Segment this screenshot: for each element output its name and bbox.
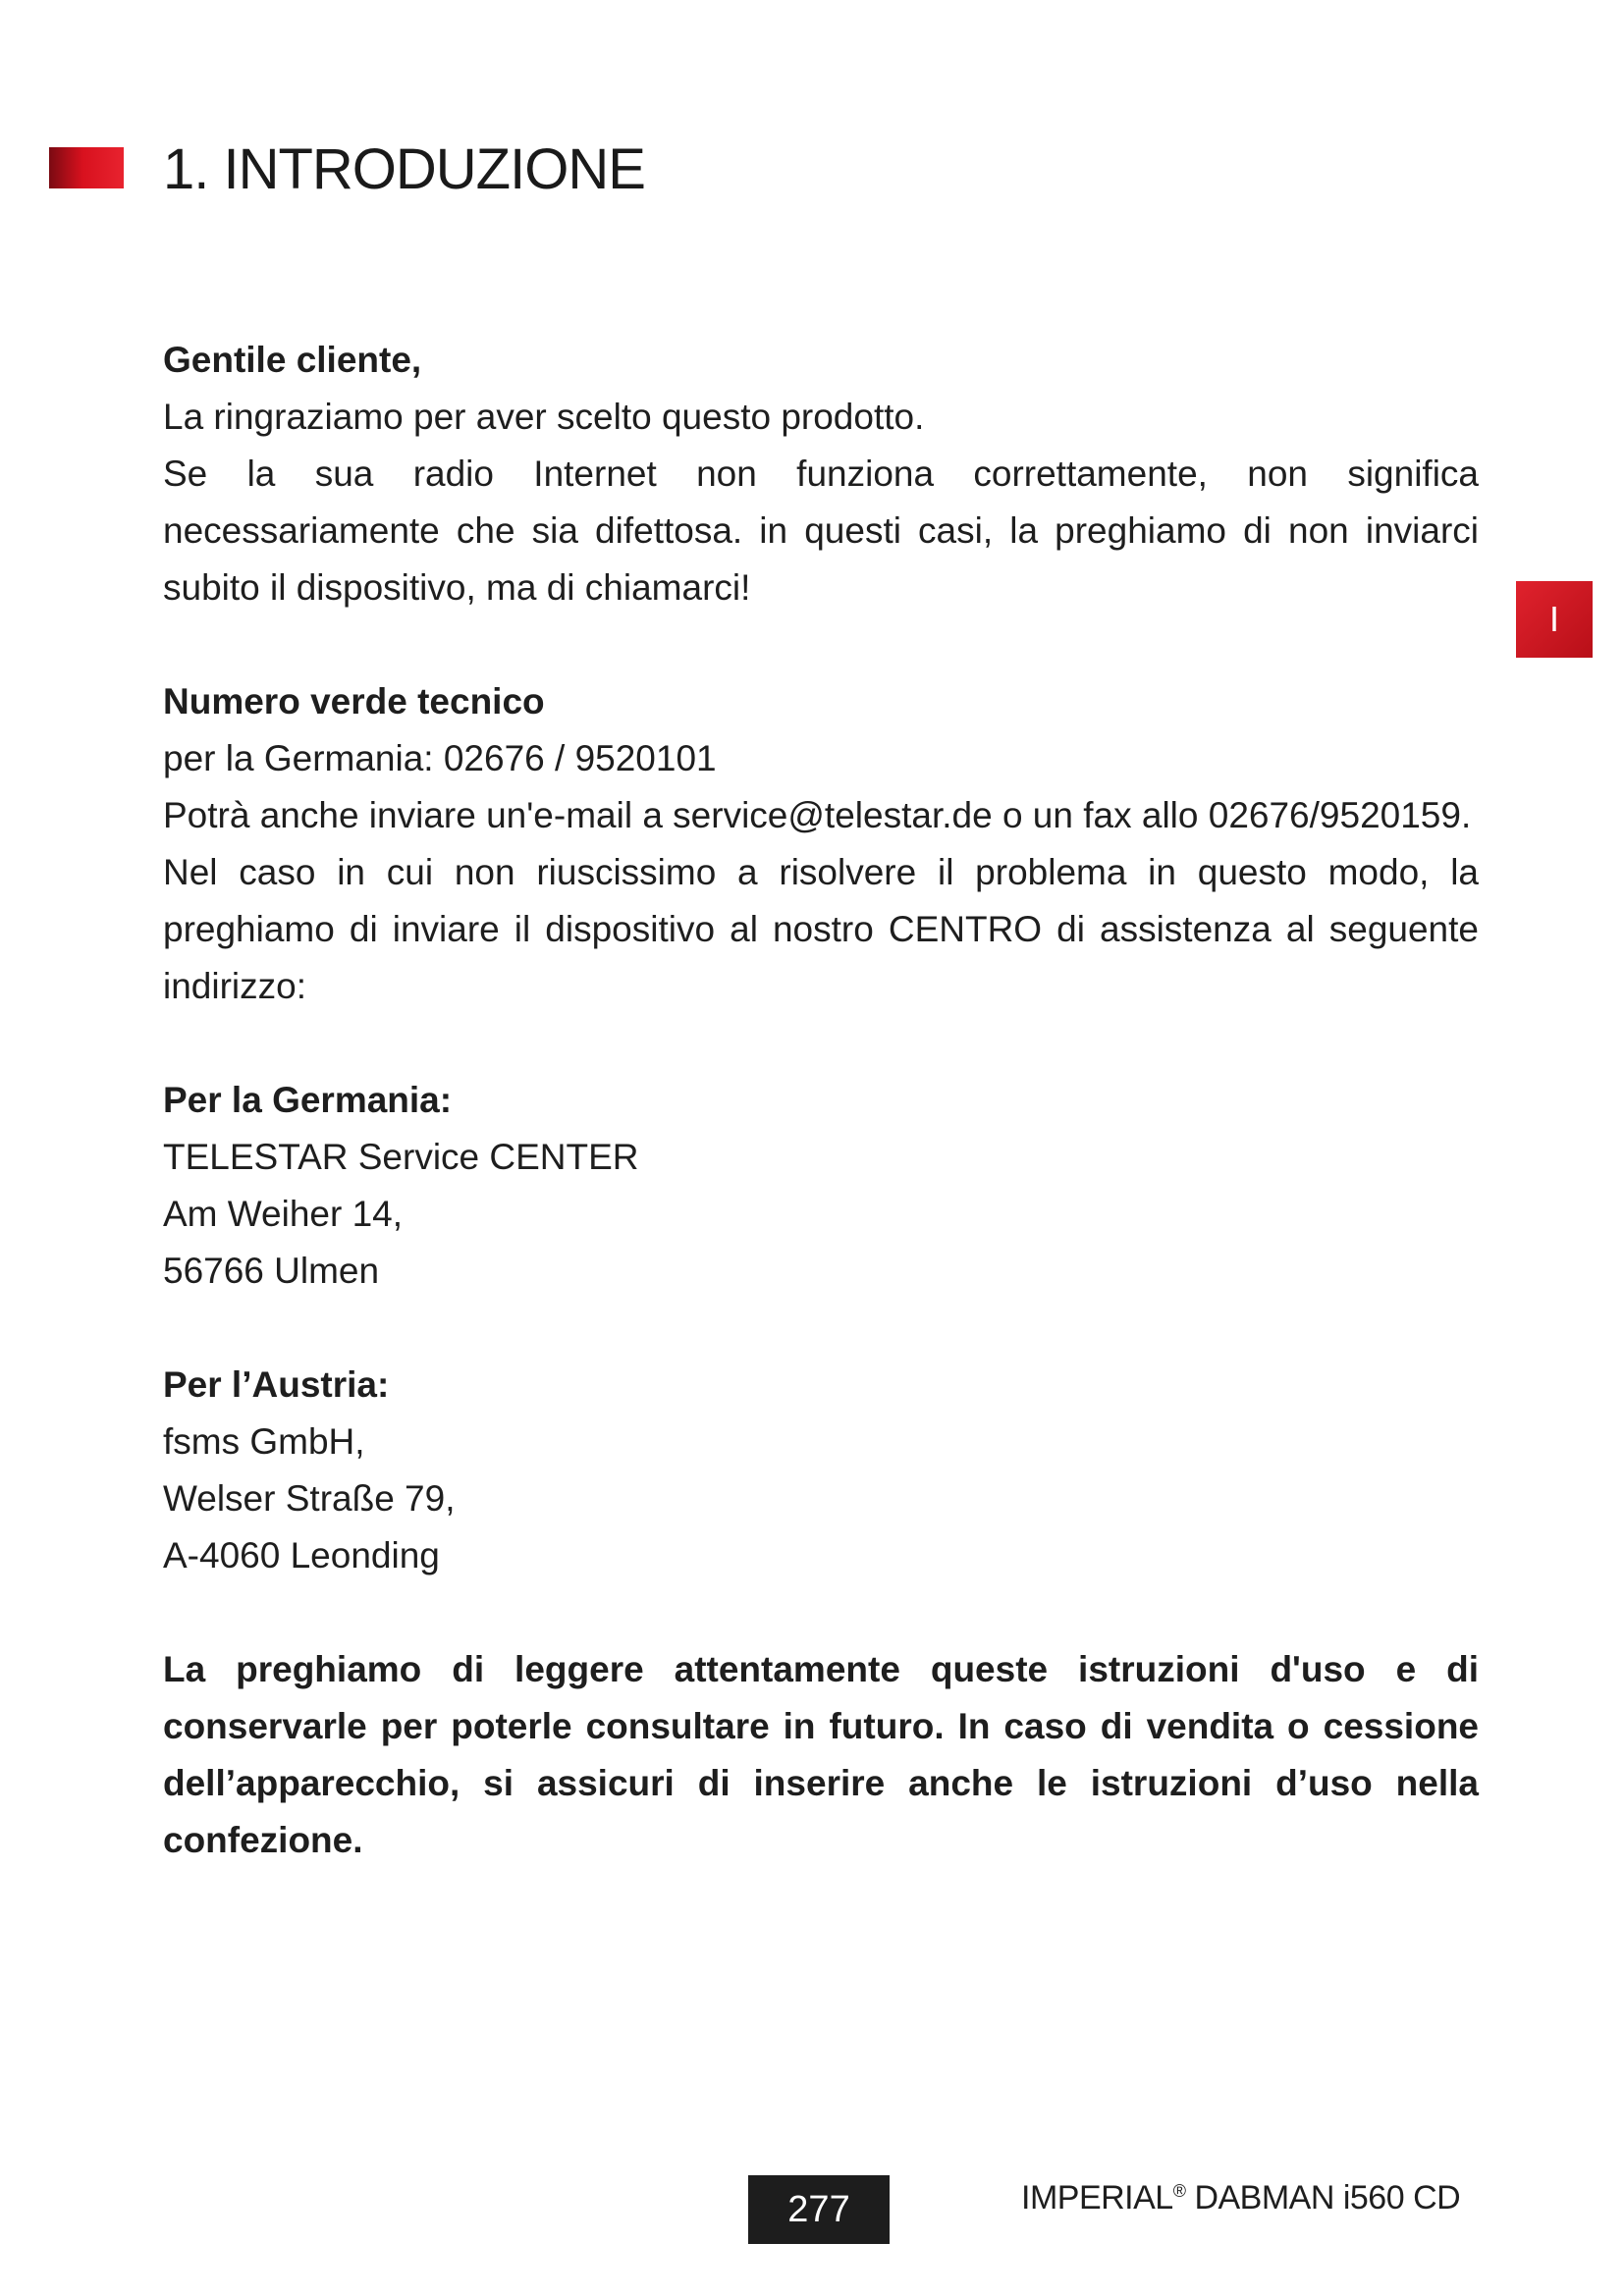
registered-mark: ® bbox=[1172, 2181, 1186, 2201]
service-paragraph: Nel caso in cui non riuscissimo a risolvere il problema in questo modo, la preghiamo di inviare il dispositivo al nostro CENTRO di assistenza al seguente indirizzo: bbox=[163, 852, 1479, 1006]
austria-address-line: fsms GmbH, bbox=[163, 1421, 365, 1462]
language-tab: I bbox=[1516, 581, 1593, 658]
page-number: 277 bbox=[748, 2175, 890, 2244]
germany-address-line: 56766 Ulmen bbox=[163, 1251, 380, 1291]
notice-paragraph: Se la sua radio Internet non funziona correttamente, non significa necessariamente che sia difettosa. in questi casi, la preghiamo di non inviarci subito il dispositivo, ma di chiamarci! bbox=[163, 454, 1479, 608]
section-marker-bar bbox=[49, 147, 124, 188]
hotline-heading: Numero verde tecnico bbox=[163, 681, 545, 721]
model-name: DABMAN i560 CD bbox=[1194, 2179, 1461, 2216]
brand-name: IMPERIAL bbox=[1021, 2179, 1173, 2216]
product-name bbox=[1021, 2179, 1460, 2217]
page-title: 1. INTRODUZIONE bbox=[163, 137, 645, 201]
austria-address-line: Welser Straße 79, bbox=[163, 1478, 456, 1519]
germany-heading: Per la Germania: bbox=[163, 1080, 453, 1120]
germany-address-line: Am Weiher 14, bbox=[163, 1194, 404, 1234]
austria-heading: Per l’Austria: bbox=[163, 1364, 390, 1405]
germany-address-line: TELESTAR Service CENTER bbox=[163, 1137, 639, 1177]
contact-paragraph: Potrà anche inviare un'e-mail a service@telestar.de o un fax allo 02676/9520159. bbox=[163, 795, 1472, 835]
hotline-phone: per la Germania: 02676 / 9520101 bbox=[163, 738, 717, 778]
closing-notice: La preghiamo di leggere attentamente queste istruzioni d'uso e di conservarle per poterle consultare in futuro. In caso di vendita o cessione dell’apparecchio, si assicuri di inserire anche le istruzioni d’uso nella confezione. bbox=[163, 1649, 1479, 1860]
greeting: Gentile cliente, bbox=[163, 340, 422, 380]
page-content bbox=[163, 332, 1479, 1869]
thanks-text: La ringraziamo per aver scelto questo prodotto. bbox=[163, 397, 925, 437]
austria-address-line: A-4060 Leonding bbox=[163, 1535, 440, 1575]
